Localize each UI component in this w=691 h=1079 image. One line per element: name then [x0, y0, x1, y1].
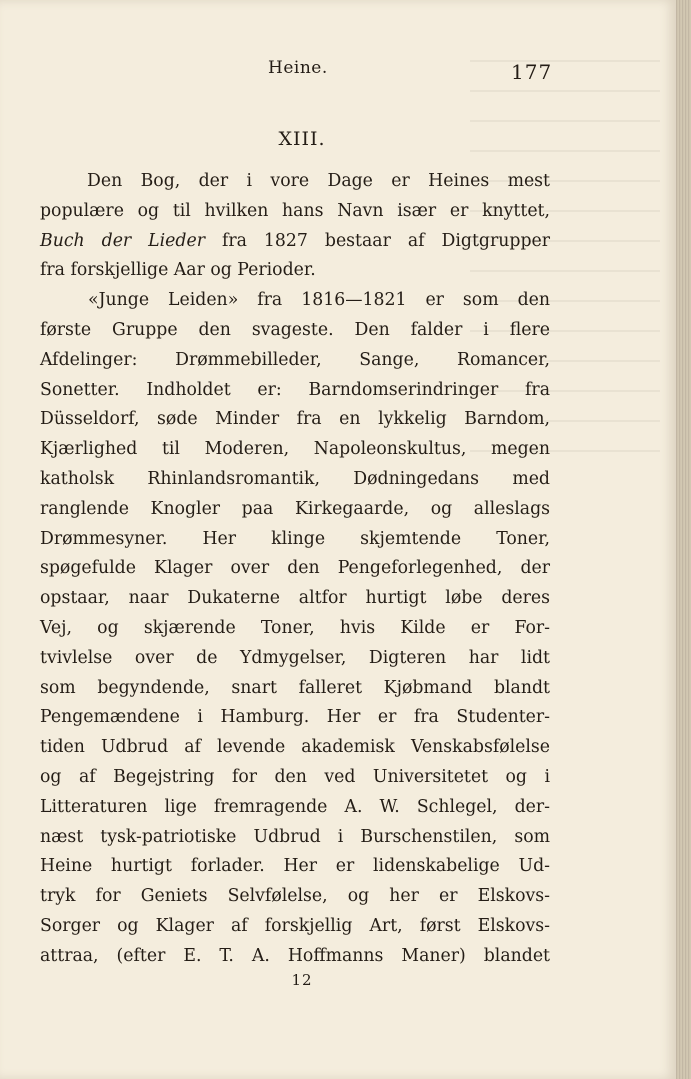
text-line: tryk for Geniets Selvfølelse, og her er Elskovs- — [40, 886, 550, 907]
text-line: Heine hurtigt forlader. Her er lidenskabelige Ud- — [40, 856, 550, 877]
text-line-rest: fra 1827 bestaar af Digtgrupper — [204, 230, 550, 251]
text-line: attraa, (efter E. T. A. Hoffmanns Maner) blandet — [40, 945, 550, 966]
text-line: fra forskjellige Aar og Perioder. — [40, 260, 316, 281]
text-line: Afdelinger: Drømmebilleder, Sange, Romancer, — [40, 349, 550, 370]
running-head: Heine. — [268, 58, 328, 78]
text-line: Drømmesyner. Her klinge skjemtende Toner, — [40, 528, 550, 549]
text-line: som begyndende, snart falleret Kjøbmand blandt — [40, 677, 550, 698]
text-line: første Gruppe den svageste. Den falder i flere — [40, 319, 550, 340]
text-line: tvivlelse over de Ydmygelser, Digteren har lidt — [40, 647, 550, 668]
text-line: «Junge Leiden» fra 1816—1821 er som den — [88, 290, 550, 311]
text-line-with-title — [40, 227, 550, 257]
text-line: katholsk Rhinlandsromantik, Dødningedans med — [40, 468, 550, 489]
page-number: 177 — [511, 60, 553, 84]
signature-mark: 12 — [291, 971, 313, 989]
text-line: populære og til hvilken hans Navn især er knyttet, — [40, 200, 550, 221]
text-line: Düsseldorf, søde Minder fra en lykkelig Barndom, — [40, 409, 550, 430]
text-line: næst tysk-patriotiske Udbrud i Burschenstilen, som — [40, 826, 550, 847]
text-line: Litteraturen lige fremragende A. W. Schlegel, der- — [40, 796, 550, 817]
body-text — [40, 167, 550, 972]
page-edge-texture — [676, 0, 691, 1079]
section-heading: XIII. — [278, 128, 326, 150]
text-line: ranglende Knogler paa Kirkegaarde, og alleslags — [40, 498, 550, 519]
book-title: Buch der Lieder — [40, 230, 205, 251]
text-line: Den Bog, der i vore Dage er Heines mest — [87, 171, 550, 191]
text-line: Pengemændene i Hamburg. Her er fra Studenter- — [40, 707, 550, 728]
text-line: tiden Udbrud af levende akademisk Venskabsfølelse — [40, 737, 550, 758]
text-line: Sonetter. Indholdet er: Barndomserindringer fra — [40, 379, 550, 400]
text-line: Kjærlighed til Moderen, Napoleonskultus, megen — [40, 439, 550, 460]
text-line: spøgefulde Klager over den Pengeforlegenhed, der — [40, 558, 550, 579]
text-line: og af Begejstring for den ved Universitetet og i — [40, 766, 550, 787]
text-line: opstaar, naar Dukaterne altfor hurtigt løbe deres — [40, 588, 550, 609]
text-line: Vej, og skjærende Toner, hvis Kilde er For- — [40, 617, 550, 638]
text-line: Sorger og Klager af forskjellig Art, først Elskovs- — [40, 915, 550, 936]
